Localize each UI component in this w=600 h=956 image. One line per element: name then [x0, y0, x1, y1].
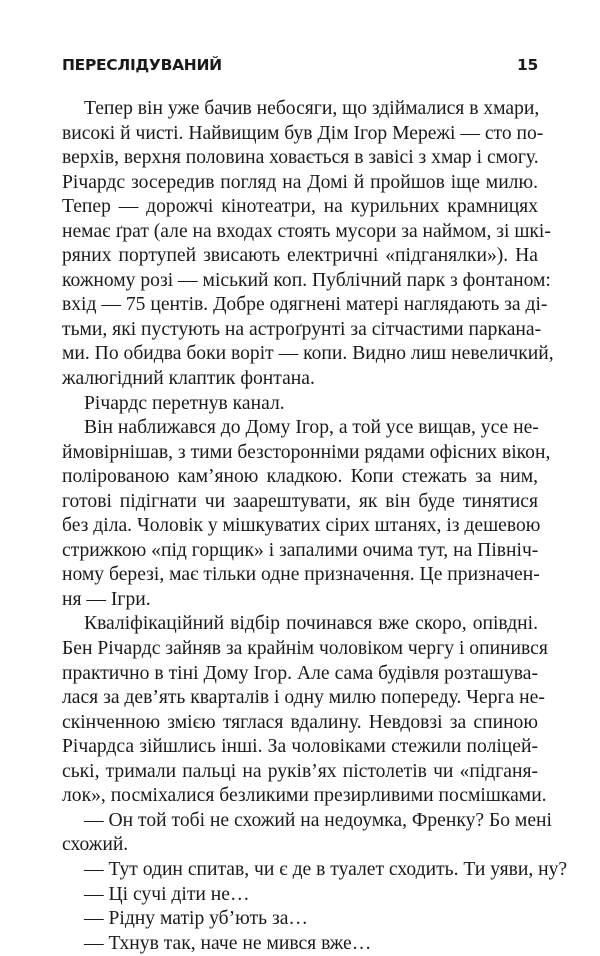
text-line: лася за дев’ять кварталів і одну милю попереду. Черга не-: [62, 687, 545, 709]
text-line: схожий.: [62, 834, 129, 856]
text-line: готові підігнати чи заарештувати, як він буде тинятися: [62, 490, 538, 512]
text-line: ські, тримали пальці на руків’ях пістолетів чи «підганя-: [62, 760, 538, 782]
body-text: [62, 97, 568, 956]
text-line: Він наближався до Дому Ігор, а той усе вищав, усе не-: [84, 417, 539, 439]
text-line: полірованою кам’яною кладкою. Копи стежать за ним,: [62, 466, 538, 488]
text-line: практично в тіні Дому Ігор. Але сама будівля розташува-: [62, 662, 538, 684]
text-line: без діла. Чоловік у мішкуватих сірих штанях, із дешевою: [62, 515, 541, 537]
text-line: ряних портупей звисають електричні «підганялки»). На: [62, 245, 538, 267]
text-line: Кваліфікаційний відбір починався вже скоро, опівдні.: [84, 613, 538, 635]
text-line: ному березі, має тільки одне призначення. Це призначен-: [62, 564, 540, 586]
text-line: — Тхнув так, наче не мився вже…: [84, 932, 372, 954]
text-line: вхід — 75 центів. Добре одягнені матері наглядають за ді-: [62, 294, 548, 316]
text-line: ня — Ігри.: [62, 588, 151, 610]
text-line: Бен Річардс зайняв за крайнім чоловіком чергу і опинився: [62, 638, 548, 660]
text-line: — Он той тобі не схожий на недоумка, Френку? Бо мені: [84, 809, 552, 831]
text-line: ми. По обидва боки воріт — копи. Видно лиш невеличкий,: [62, 343, 554, 365]
text-line: тьми, які пустують на астроґрунті за сітчастими паркана-: [62, 318, 542, 340]
text-line: — Тут один спитав, чи є де в туалет сходить. Ти уяви, ну?: [84, 858, 568, 880]
text-line: Річардс зосередив погляд на Домі й пройшов іще милю.: [62, 171, 538, 193]
text-line: ймовірнішав, з тими безсторонніми рядами офісних вікон,: [62, 441, 551, 463]
text-line: кожному розі — міський коп. Публічний парк з фонтаном:: [62, 269, 551, 291]
page-number: 15: [517, 56, 538, 74]
text-line: Річардс перетнув канал.: [84, 392, 285, 414]
text-line: немає ґрат (але на входах стоять мусори за наймом, зі шкі-: [62, 220, 551, 242]
text-line: — Ці сучі діти не…: [84, 883, 250, 905]
running-title: ПЕРЕСЛІДУВАНИЙ: [62, 56, 222, 74]
text-line: жалюгідний клаптик фонтана.: [62, 368, 315, 390]
text-line: Річардса зійшлись інші. За чоловіками стежили поліцей-: [62, 736, 538, 758]
text-line: Тепер — дорожчі кінотеатри, на курильних крамницях: [62, 196, 538, 218]
text-line: скінченною змією тяглася вдалину. Невдовзі за спиною: [62, 711, 538, 733]
text-line: високі й чисті. Найвищим був Дім Ігор Мережі — сто по-: [62, 122, 544, 144]
text-line: стрижкою «під горщик» і запалими очима тут, на Північ-: [62, 539, 539, 561]
text-line: — Рідну матір уб’ють за…: [84, 908, 308, 930]
text-line: Тепер він уже бачив небосяги, що здіймалися в хмари,: [84, 98, 540, 119]
text-line: верхів, верхня половина ховається в завісі з хмар і смогу.: [62, 147, 539, 169]
running-header: [62, 54, 538, 76]
text-line: лок», посміхалися безликими презирливими посмішками.: [62, 785, 547, 807]
